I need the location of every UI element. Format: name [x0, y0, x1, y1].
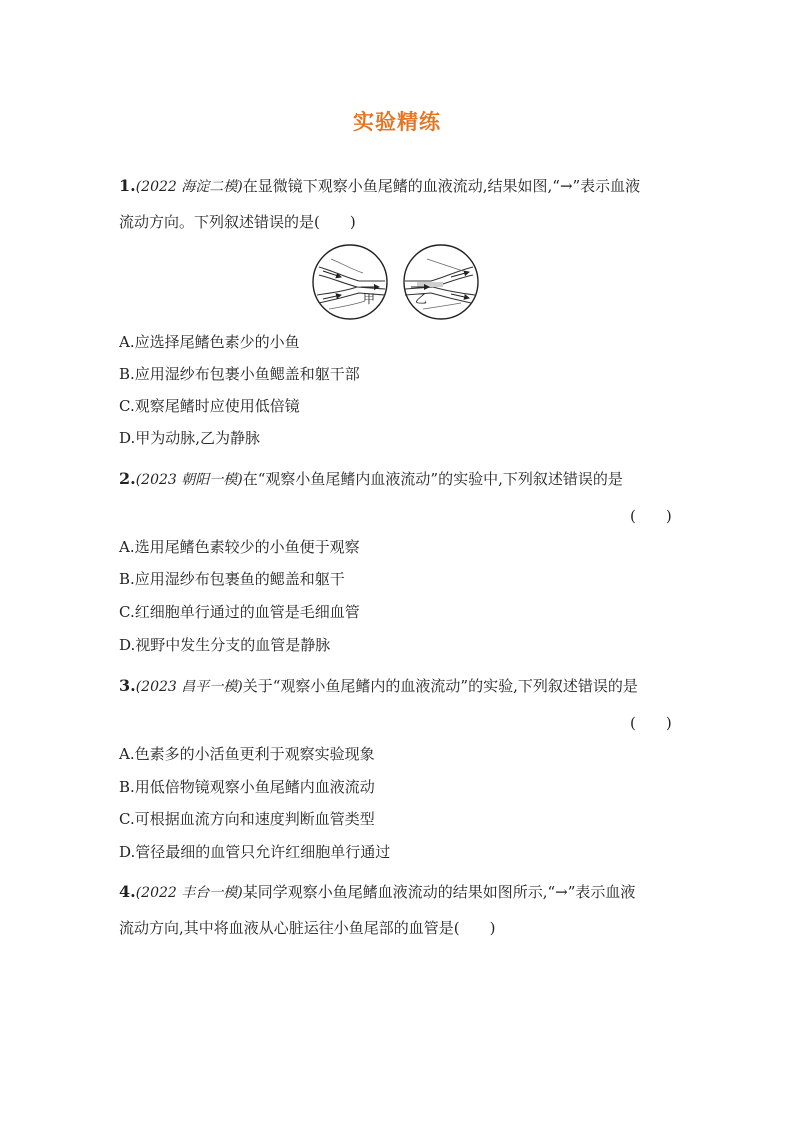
- question-source: (2023 昌平一模): [135, 679, 243, 695]
- question-3-option-a: A.色素多的小活鱼更利于观察实验现象: [119, 745, 375, 763]
- question-4-line-2: 流动方向,其中将血液从心脏运往小鱼尾部的血管是( ): [119, 919, 496, 937]
- question-stem: 在显微镜下观察小鱼尾鳍的血液流动,结果如图,“→”表示血液: [242, 177, 641, 195]
- question-stem: 某同学观察小鱼尾鳍血液流动的结果如图所示,“→”表示血液: [242, 883, 636, 901]
- question-1-option-d: D.甲为动脉,乙为静脉: [119, 429, 261, 447]
- question-number: 2: [119, 469, 131, 488]
- vessel-view-jia: [313, 245, 387, 319]
- question-2-line-1: 2.(2023 朝阳一模)在“观察小鱼尾鳍内血液流动”的实验中,下列叙述错误的是: [119, 469, 623, 488]
- question-1-option-b: B.应用湿纱布包裹小鱼鳃盖和躯干部: [119, 365, 360, 383]
- vessel-view-yi: [404, 245, 478, 319]
- question-3-answer-paren: ( ): [630, 714, 672, 732]
- question-3-option-b: B.用低倍物镜观察小鱼尾鳍内血液流动: [119, 778, 375, 796]
- question-2-option-d: D.视野中发生分支的血管是静脉: [119, 636, 331, 654]
- question-3-option-c: C.可根据血流方向和速度判断血管类型: [119, 810, 375, 828]
- question-1-line-1: 1.(2022 海淀二模)在显微镜下观察小鱼尾鳍的血液流动,结果如图,“→”表示血液: [119, 176, 641, 195]
- question-1-line-2: 流动方向。下列叙述错误的是( ): [119, 213, 356, 231]
- question-stem: 关于“观察小鱼尾鳍内的血液流动”的实验,下列叙述错误的是: [242, 677, 638, 695]
- question-2-option-a: A.选用尾鳍色素较少的小鱼便于观察: [119, 538, 360, 556]
- question-source: (2022 丰台一模): [135, 885, 243, 901]
- question-1-option-a: A.应选择尾鳍色素少的小鱼: [119, 333, 300, 351]
- question-2-answer-paren: ( ): [630, 507, 672, 525]
- question-number: 1: [119, 176, 131, 195]
- figure-label-yi: 乙: [415, 292, 428, 306]
- question-1-option-c: C.观察尾鳍时应使用低倍镜: [119, 397, 300, 415]
- figure-label-jia: 甲: [363, 292, 376, 306]
- question-2-option-c: C.红细胞单行通过的血管是毛细血管: [119, 603, 360, 621]
- question-stem: 在“观察小鱼尾鳍内血液流动”的实验中,下列叙述错误的是: [242, 470, 623, 488]
- question-3-line-1: 3.(2023 昌平一模)关于“观察小鱼尾鳍内的血液流动”的实验,下列叙述错误的是: [119, 676, 638, 695]
- question-number: 3: [119, 676, 131, 695]
- blood-vessel-figure: [311, 243, 481, 321]
- question-4-line-1: 4.(2022 丰台一模)某同学观察小鱼尾鳍血液流动的结果如图所示,“→”表示血液: [119, 882, 636, 901]
- question-number: 4: [119, 882, 131, 901]
- question-3-option-d: D.管径最细的血管只允许红细胞单行通过: [119, 843, 391, 861]
- question-source: (2022 海淀二模): [135, 179, 243, 195]
- question-2-option-b: B.应用湿纱布包裹鱼的鳃盖和躯干: [119, 570, 345, 588]
- question-source: (2023 朝阳一模): [135, 472, 243, 488]
- page-title: 实验精练: [353, 110, 441, 134]
